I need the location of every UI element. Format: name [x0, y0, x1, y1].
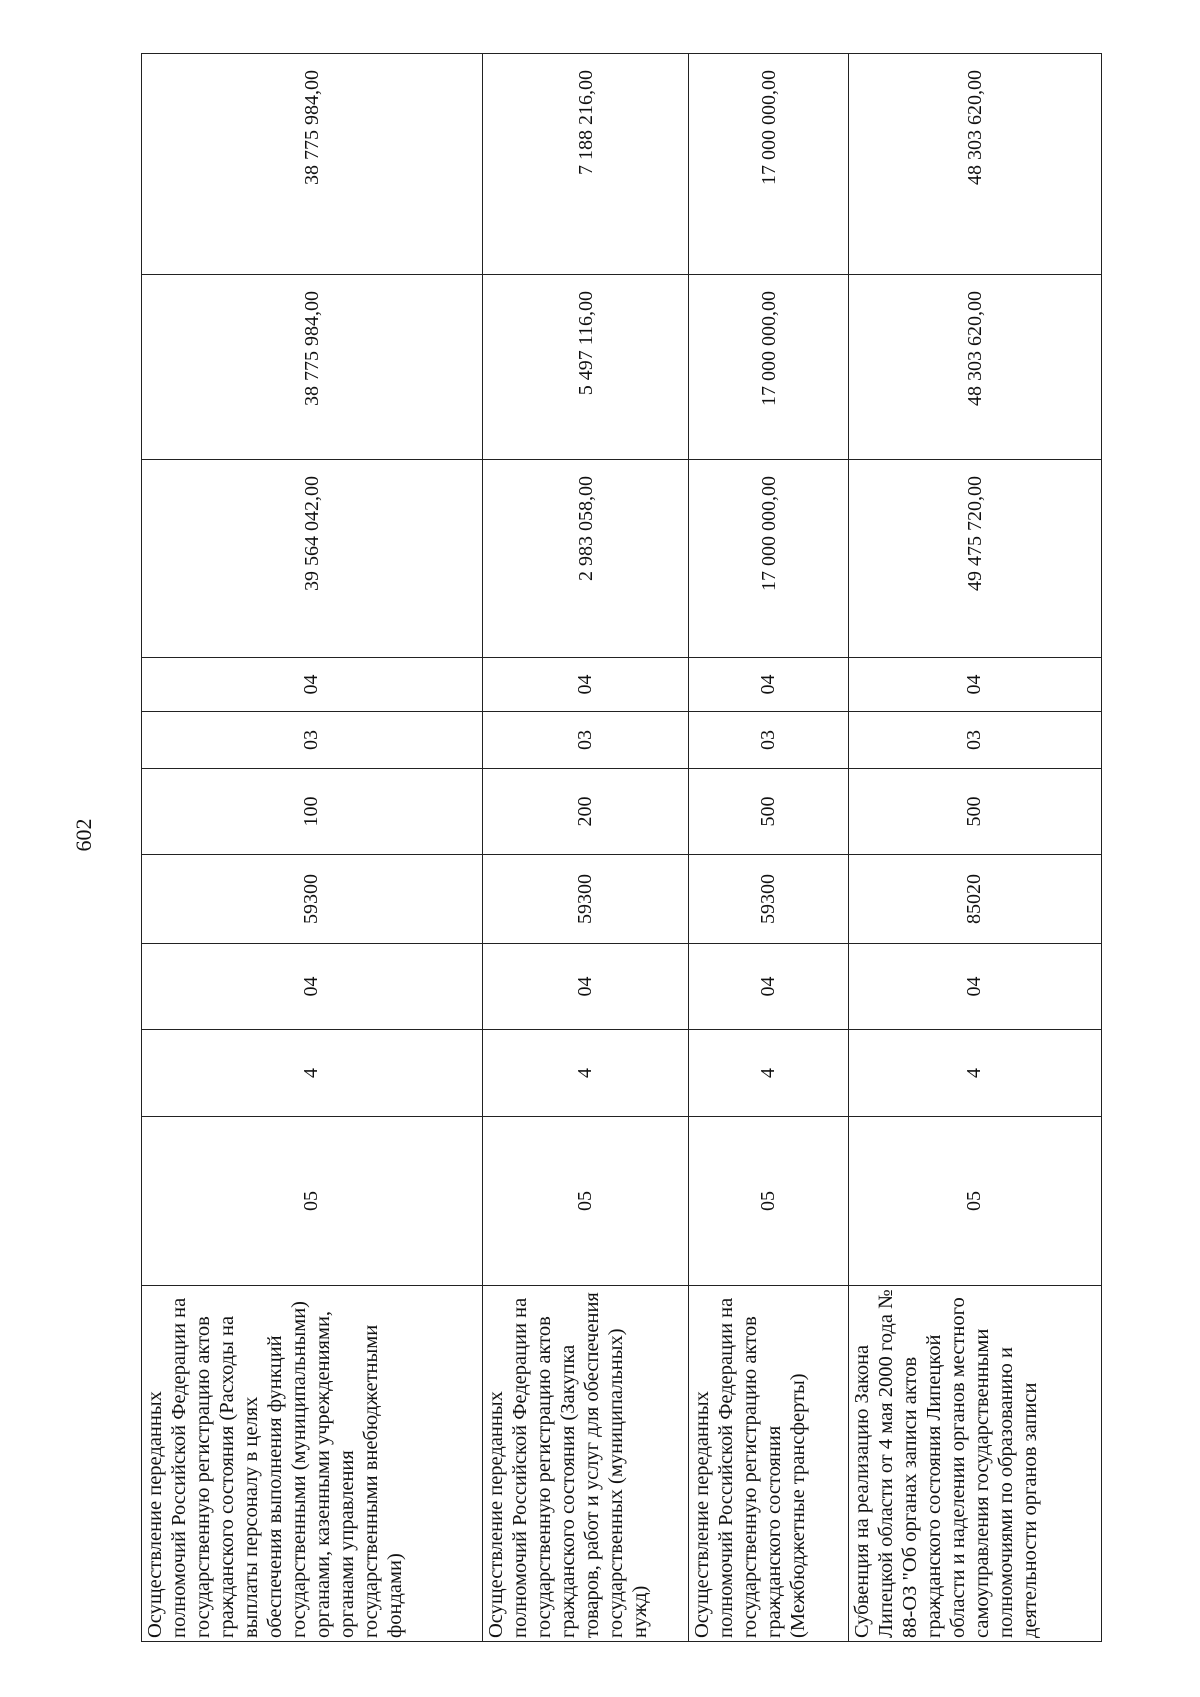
amount-year-1: 2 983 058,00 [483, 460, 689, 658]
code-section: 05 [849, 1117, 1102, 1286]
row-description: Субвенция на реализацию Закона Липецкой области от 4 мая 2000 года № 88-ОЗ "Об органах записи актов гражданского состояния Липецкой области и наделении органов местного самоуправления государственными полномочиями по образованию и деятельности органов записи [849, 1286, 1102, 1642]
code-chapter: 03 [689, 712, 849, 769]
code-expense-type: 100 [142, 769, 483, 855]
amount-year-3: 48 303 620,00 [849, 54, 1102, 275]
budget-table-wrapper [141, 54, 1101, 1642]
code-chapter: 03 [483, 712, 689, 769]
amount-year-1: 39 564 042,00 [142, 460, 483, 658]
code-section: 05 [483, 1117, 689, 1286]
code-subsection: 04 [689, 658, 849, 712]
budget-table [141, 53, 1102, 1642]
code-subprogram: 04 [849, 944, 1102, 1030]
amount-year-2: 5 497 116,00 [483, 275, 689, 460]
amount-year-3: 7 188 216,00 [483, 54, 689, 275]
code-direction: 59300 [689, 855, 849, 944]
code-subprogram: 04 [142, 944, 483, 1030]
amount-year-2: 17 000 000,00 [689, 275, 849, 460]
code-subsection: 04 [142, 658, 483, 712]
table-row [849, 54, 1102, 1642]
rotated-table-frame [141, 54, 1101, 1642]
code-section: 05 [142, 1117, 483, 1286]
code-program: 4 [142, 1030, 483, 1117]
row-description: Осуществление переданных полномочий Российской Федерации на государственную регистрацию актов гражданского состояния (Межбюджетные трансферты) [689, 1286, 849, 1642]
page-number: 602 [71, 818, 96, 852]
code-subprogram: 04 [483, 944, 689, 1030]
amount-year-3: 17 000 000,00 [689, 54, 849, 275]
code-subprogram: 04 [689, 944, 849, 1030]
code-expense-type: 500 [689, 769, 849, 855]
table-row [689, 54, 849, 1642]
code-direction: 59300 [142, 855, 483, 944]
amount-year-2: 48 303 620,00 [849, 275, 1102, 460]
code-direction: 85020 [849, 855, 1102, 944]
code-direction: 59300 [483, 855, 689, 944]
code-chapter: 03 [849, 712, 1102, 769]
table-row [142, 54, 483, 1642]
row-description: Осуществление переданных полномочий Российской Федерации на государственную регистрацию актов гражданского состояния (Закупка товаров, работ и услуг для обеспечения государственных (муниципальных) нужд) [483, 1286, 689, 1642]
code-program: 4 [483, 1030, 689, 1117]
amount-year-1: 49 475 720,00 [849, 460, 1102, 658]
code-chapter: 03 [142, 712, 483, 769]
table-row [483, 54, 689, 1642]
amount-year-2: 38 775 984,00 [142, 275, 483, 460]
code-expense-type: 500 [849, 769, 1102, 855]
code-subsection: 04 [849, 658, 1102, 712]
row-description: Осуществление переданных полномочий Российской Федерации на государственную регистрацию актов гражданского состояния (Расходы на выплаты персоналу в целях обеспечения выполнения функций государственными (муниципальными) органами, казенными учреждениями, органами управления государственными внебюджетными фондами) [142, 1286, 483, 1642]
amount-year-3: 38 775 984,00 [142, 54, 483, 275]
code-program: 4 [689, 1030, 849, 1117]
code-subsection: 04 [483, 658, 689, 712]
amount-year-1: 17 000 000,00 [689, 460, 849, 658]
code-program: 4 [849, 1030, 1102, 1117]
code-section: 05 [689, 1117, 849, 1286]
code-expense-type: 200 [483, 769, 689, 855]
